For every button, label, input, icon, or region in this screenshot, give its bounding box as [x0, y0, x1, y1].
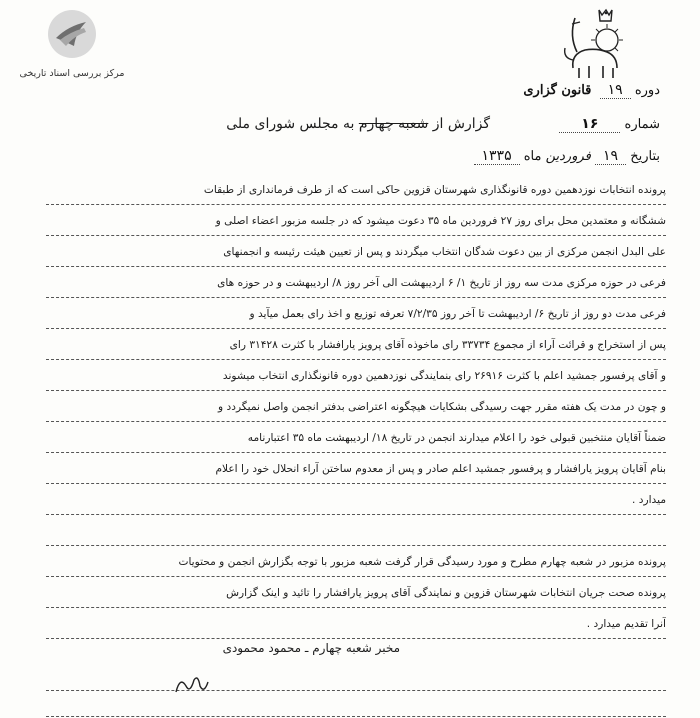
body-line: و آقای پرفسور جمشید اعلم با کثرت ۲۶۹۱۶ رای بنمایندگی نوزدهمین دوره قانونگذاری انتخاب میشوند	[46, 364, 666, 391]
body-line	[46, 664, 666, 691]
body-line: فرعی مدت دو روز از تاریخ ۶/ اردیبهشت تا آخر روز ۷/۲/۳۵ تعرفه توزیع و اخذ رای بعمل میآید و	[46, 302, 666, 329]
month-label: ماه	[523, 149, 542, 164]
body-line: بنام آقایان پرویز یارافشار و پرفسور جمشید اعلم صادر و پس از معدوم ساختن آراء انحلال خود را اعلام	[46, 457, 666, 484]
number-row	[559, 116, 660, 133]
number-label: شماره	[624, 117, 660, 132]
body-line: و چون در مدت یک هفته مقرر جهت رسیدگی بشکایات هیچگونه اعتراضی بدفتر انجمن واصل نمیگردد و	[46, 395, 666, 422]
date-month: فروردین	[545, 149, 591, 164]
body-line: آنرا تقدیم میدارد .	[46, 612, 666, 639]
term-row	[523, 82, 660, 99]
book-seal-icon	[46, 8, 98, 60]
date-label: بتاریخ	[630, 149, 660, 164]
body-line: ضمناً آقایان منتخبین قبولی خود را اعلام میدارند انجمن در تاریخ ۱۸/ اردیبهشت ماه ۳۵ اعتبارنامه	[46, 426, 666, 453]
term-label: دوره	[634, 83, 660, 98]
title-suffix: به مجلس شورای ملی	[226, 116, 355, 132]
report-title	[226, 116, 490, 132]
title-prefix: گزارش از	[432, 116, 490, 132]
archive-name: مرکز بررسی اسناد تاریخی	[19, 68, 125, 79]
number-value: ۱۶	[559, 116, 620, 133]
body-line: پرونده انتخابات نوزدهمین دوره قانونگذاری شهرستان قزوین حاکی است که از طرف فرمانداری از طبقات	[46, 178, 666, 205]
body-line: فرعی در حوزه مرکزی مدت سه روز از تاریخ ۱/ ۶ اردیبهشت الی آخر روز ۸/ اردیبهشت و در حوزه های	[46, 271, 666, 298]
body-line: ششگانه و معتمدین محل برای روز ۲۷ فروردین ماه ۳۵ دعوت میشود که در جلسه مزبور اعضاء اصلی و	[46, 209, 666, 236]
body-line: پرونده صحت جریان انتخابات شهرستان قزوین و نمایندگی آقای پرویز یارافشار را تائید و اینک گزارش	[46, 581, 666, 608]
body-line	[46, 519, 666, 546]
term-value: ۱۹	[600, 82, 631, 99]
legislative-label: قانون گزاری	[523, 83, 592, 98]
lion-and-sun-crown-emblem-icon	[555, 6, 635, 84]
date-year: ۱۳۳۵	[474, 148, 520, 165]
date-row	[474, 148, 660, 165]
body-line: پرونده مزبور در شعبه چهارم مطرح و مورد رسیدگی قرار گرفت شعبه مزبور با توجه بگزارش انجمن و محتویات	[46, 550, 666, 577]
handwritten-signature	[170, 670, 214, 700]
body-line: میدارد .	[46, 488, 666, 515]
body-line	[46, 690, 666, 717]
archive-logo-block	[12, 8, 132, 79]
date-day: ۱۹	[595, 148, 626, 165]
title-commission: شعبه چهارم	[358, 116, 429, 132]
reporter-line: مخبر شعبه چهارم ـ محمود محمودی	[222, 641, 400, 655]
body-line: علی البدل انجمن مرکزی از بین دعوت شدگان انتخاب میگردند و پس از تعیین هیئت رئیسه و انجمنهای	[46, 240, 666, 267]
body-line: پس از استخراج و قرائت آراء از مجموع ۳۳۷۳۴ رای ماخوذه آقای پرویز یارافشار با کثرت ۳۱۴۲۸ رای	[46, 333, 666, 360]
